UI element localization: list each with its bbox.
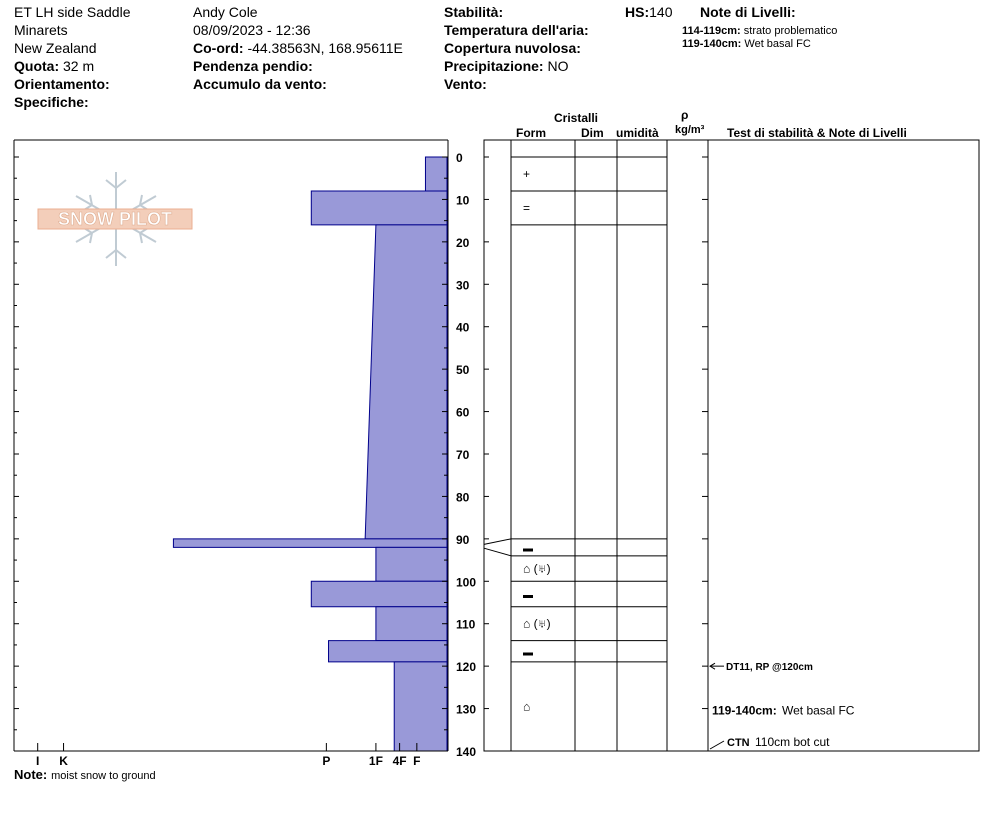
test-result: DT11, RP @120cm bbox=[726, 662, 813, 674]
layer-notes-title: Note di Livelli: bbox=[700, 4, 796, 20]
hardness-bar bbox=[329, 641, 447, 662]
air-temp-label: Temperatura dell'aria: bbox=[444, 22, 589, 38]
hardness-bar bbox=[376, 607, 447, 641]
tests-header: Test di stabilità & Note di Livelli bbox=[727, 126, 907, 140]
cloud-cover-label: Copertura nuvolosa: bbox=[444, 40, 581, 56]
note-text: moist snow to ground bbox=[51, 770, 156, 782]
snowpilot-logo bbox=[38, 172, 192, 266]
hardness-label: 4F bbox=[392, 754, 407, 768]
layer-connector bbox=[484, 548, 511, 556]
crystal-form-symbol: = bbox=[523, 200, 531, 215]
hs-label: HS: bbox=[625, 4, 650, 20]
depth-tick-label: 20 bbox=[456, 235, 470, 250]
aspect-label: Orientamento: bbox=[14, 76, 110, 92]
hardness-bar bbox=[311, 581, 447, 606]
form-header: Form bbox=[516, 126, 546, 140]
hardness-bar bbox=[376, 547, 447, 581]
depth-tick-label: 70 bbox=[456, 448, 470, 462]
hardness-label: 1F bbox=[368, 754, 383, 768]
layer-note-1-range: 114-119cm: bbox=[682, 25, 741, 37]
country-name: New Zealand bbox=[14, 40, 97, 56]
wind-label: Vento: bbox=[444, 76, 487, 92]
depth-tick-label: 110 bbox=[456, 617, 476, 632]
hardness-bar bbox=[425, 157, 447, 191]
hardness-label: I bbox=[36, 754, 40, 768]
hardness-bar bbox=[311, 191, 447, 225]
observer-name: Andy Cole bbox=[193, 4, 258, 20]
layer-note-2-range: 119-140cm: bbox=[682, 38, 742, 50]
note-label: Note: bbox=[14, 767, 48, 782]
depth-tick-label: 80 bbox=[456, 490, 470, 505]
layer-note-2-text: Wet basal FC bbox=[744, 38, 811, 50]
depth-tick-label: 130 bbox=[456, 702, 477, 717]
crystal-form-symbol: ⌂ bbox=[523, 699, 531, 714]
depth-tick-label: 50 bbox=[456, 363, 470, 378]
hardness-bar bbox=[394, 662, 447, 751]
chart-frame bbox=[14, 140, 708, 768]
elevation-label: Quota: bbox=[14, 58, 60, 74]
layer-connector bbox=[484, 539, 511, 545]
depth-tick-label: 100 bbox=[456, 575, 477, 590]
stratigraphy-table bbox=[484, 140, 979, 751]
hs-value: 140 bbox=[649, 4, 673, 20]
stability-label: Stabilità: bbox=[444, 4, 504, 20]
depth-tick-label: 0 bbox=[456, 151, 463, 165]
coord-label: Co-ord: bbox=[193, 40, 244, 56]
range-name: Minarets bbox=[14, 22, 68, 38]
hardness-bar bbox=[173, 539, 447, 547]
slope-label: Pendenza pendio: bbox=[193, 58, 313, 74]
crystal-form-symbol: ▬ bbox=[523, 543, 533, 555]
logo-text: SNOW PILOT bbox=[58, 209, 172, 229]
crystal-form-symbol: ▬ bbox=[523, 590, 533, 602]
crystal-form-symbol: ▬ bbox=[523, 647, 533, 659]
tests-layer-note-text: Wet basal FC bbox=[782, 703, 855, 718]
crystals-header: Cristalli bbox=[554, 111, 599, 125]
note bbox=[14, 766, 156, 782]
hardness-label: P bbox=[322, 754, 331, 768]
depth-tick-label: 120 bbox=[456, 660, 477, 675]
density-unit-header: kg/m³ bbox=[675, 124, 705, 136]
tests-layer-note-range: 119-140cm: bbox=[712, 703, 777, 718]
depth-tick-label: 90 bbox=[456, 532, 470, 547]
location-name: ET LH side Saddle bbox=[14, 4, 131, 20]
test-label: CTN bbox=[727, 737, 750, 749]
hardness-bar bbox=[365, 225, 447, 539]
table-border bbox=[484, 140, 979, 751]
crystal-form-symbol: + bbox=[523, 166, 531, 181]
depth-tick-label: 60 bbox=[456, 405, 470, 420]
crystal-form-symbol: ⌂ (♅) bbox=[523, 616, 551, 631]
depth-tick-label: 10 bbox=[456, 193, 470, 208]
test-result: 110cm bot cut bbox=[755, 735, 830, 749]
layer-note-1-text: strato problematico bbox=[743, 25, 838, 37]
dim-header: Dim bbox=[581, 126, 604, 140]
elevation-value: 32 m bbox=[63, 58, 95, 74]
wind-loading-label: Accumulo da vento: bbox=[193, 76, 327, 92]
rho-header: ρ bbox=[681, 108, 689, 122]
depth-tick-label: 30 bbox=[456, 278, 470, 293]
specifics-label: Specifiche: bbox=[14, 94, 89, 110]
hardness-bars bbox=[173, 157, 447, 751]
precip-value: NO bbox=[547, 58, 569, 74]
precip-label: Precipitazione: bbox=[444, 58, 544, 74]
coord-value: -44.38563N, 168.95611E bbox=[247, 40, 403, 56]
moisture-header: umidità bbox=[616, 126, 659, 140]
hardness-label: K bbox=[59, 754, 68, 768]
observation-datetime: 08/09/2023 - 12:36 bbox=[193, 22, 311, 38]
depth-tick-label: 140 bbox=[456, 745, 477, 759]
depth-tick-label: 40 bbox=[456, 320, 470, 335]
crystal-form-symbol: ⌂ (♅) bbox=[523, 561, 551, 576]
hardness-label: F bbox=[413, 754, 421, 768]
test-pointer bbox=[710, 741, 724, 749]
